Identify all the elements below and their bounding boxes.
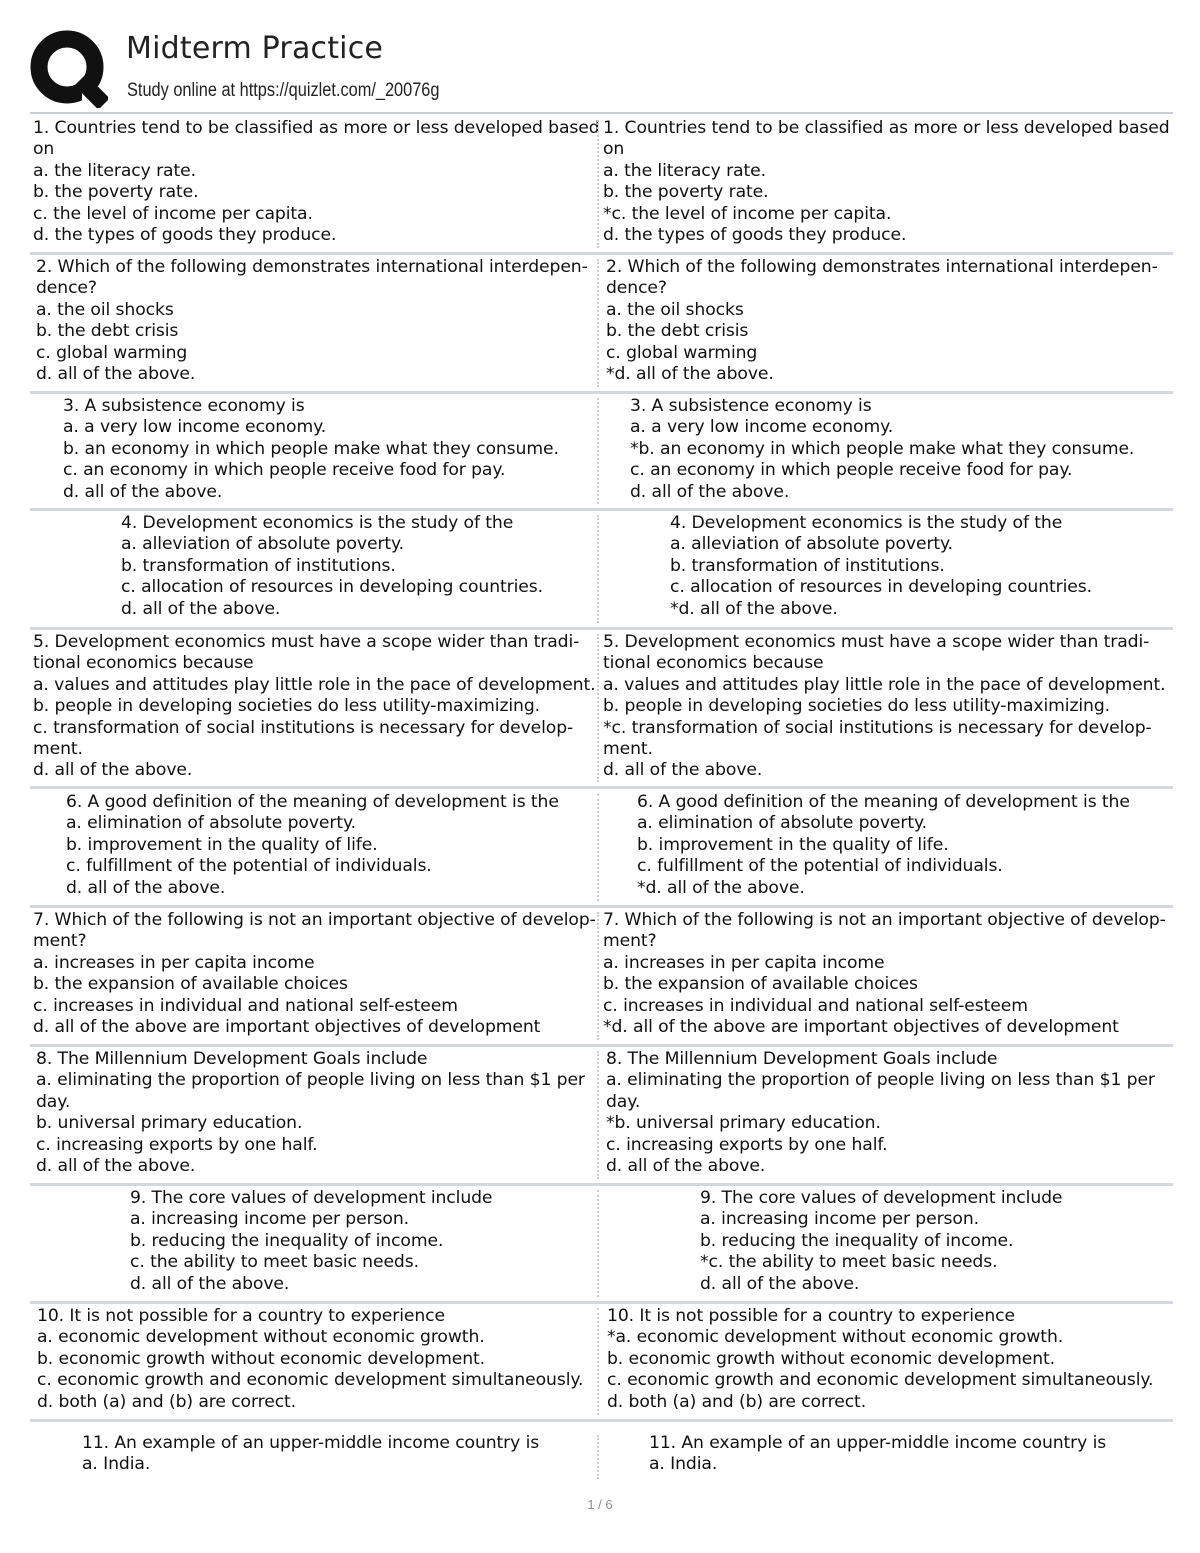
answer-option: c. increases in individual and national self-esteem xyxy=(603,995,1028,1016)
question-stem: 7. Which of the following is not an important objective of develop- xyxy=(603,910,1166,930)
answer-option: *b. universal primary education. xyxy=(606,1113,881,1134)
answer-option: d. all of the above. xyxy=(36,364,196,385)
answer-option: d. the types of goods they produce. xyxy=(33,225,337,246)
answer-option: a. increases in per capita income xyxy=(603,952,885,973)
answer-option: c. increasing exports by one half. xyxy=(36,1134,318,1155)
answer-option: b. the expansion of available choices xyxy=(33,974,348,995)
answer-option: *d. all of the above. xyxy=(670,598,838,619)
question-row xyxy=(30,255,1173,394)
answer-option: d. the types of goods they produce. xyxy=(603,225,907,246)
answer-option: c. economic growth and economic development simultaneously. xyxy=(37,1370,584,1391)
column-divider xyxy=(597,1051,599,1179)
answer-option: d. all of the above. xyxy=(121,598,281,619)
column-divider xyxy=(597,259,599,387)
answer-text xyxy=(603,1431,1200,1483)
answer-option: b. the expansion of available choices xyxy=(603,974,918,995)
answer-option: d. all of the above. xyxy=(33,760,193,781)
answer-option: d. all of the above. xyxy=(700,1273,860,1294)
answer-option: b. economic growth without economic development. xyxy=(37,1348,485,1369)
answer-option: a. alleviation of absolute poverty. xyxy=(670,534,954,555)
question-text xyxy=(33,630,596,786)
answer-option: a. increases in per capita income xyxy=(33,952,315,973)
question-stem: 3. A subsistence economy is xyxy=(63,396,305,416)
answer-option: d. all of the above. xyxy=(630,481,790,502)
answer-option: d. all of the above. xyxy=(130,1273,290,1294)
answer-option: c. an economy in which people receive food for pay. xyxy=(630,460,1073,481)
answer-option: ment? xyxy=(603,931,657,952)
answer-option: c. global warming xyxy=(606,342,758,363)
answer-option: on xyxy=(33,139,55,160)
question-text xyxy=(33,116,600,252)
answer-text xyxy=(603,394,1195,508)
column-divider xyxy=(597,398,599,504)
answer-option: b. transformation of institutions. xyxy=(670,555,945,576)
column-divider xyxy=(597,1308,599,1415)
question-row xyxy=(30,1304,1173,1422)
question-row xyxy=(30,511,1173,630)
answer-option: b. transformation of institutions. xyxy=(121,555,396,576)
answer-option: b. the poverty rate. xyxy=(33,182,199,203)
answer-option: a. values and attitudes play little role in the pace of development. xyxy=(33,674,596,695)
column-divider xyxy=(597,634,599,782)
answer-option: d. both (a) and (b) are correct. xyxy=(607,1391,867,1412)
question-text xyxy=(33,394,623,508)
answer-option: c. economic growth and economic development simultaneously. xyxy=(607,1370,1154,1391)
answer-option: *a. economic development without economic growth. xyxy=(607,1327,1064,1348)
answer-option: a. elimination of absolute poverty. xyxy=(66,813,356,834)
question-stem: 11. An example of an upper-middle income country is xyxy=(82,1433,540,1453)
answer-option: a. increasing income per person. xyxy=(700,1209,979,1230)
answer-text xyxy=(603,908,1168,1044)
study-online-link[interactable]: Study online at https://quizlet.com/_20076g xyxy=(127,80,440,101)
answer-option: c. global warming xyxy=(36,342,188,363)
answer-option: *c. transformation of social institutions is necessary for develop- xyxy=(603,717,1152,738)
question-row xyxy=(30,790,1173,908)
question-stem: 8. The Millennium Development Goals include xyxy=(36,1049,428,1069)
question-stem: 1. Countries tend to be classified as more or less developed based xyxy=(33,118,600,138)
quizlet-logo-icon xyxy=(30,30,108,108)
question-stem: 7. Which of the following is not an important objective of develop- xyxy=(33,910,596,930)
answer-option: d. all of the above. xyxy=(36,1156,196,1177)
question-stem: 5. Development economics must have a scope wider than tradi- xyxy=(33,632,580,652)
answer-option: tional economics because xyxy=(603,653,824,674)
answer-option: b. universal primary education. xyxy=(36,1113,303,1134)
question-text xyxy=(33,908,596,1044)
answer-option: b. improvement in the quality of life. xyxy=(66,834,378,855)
question-text xyxy=(33,1186,690,1301)
question-row xyxy=(30,630,1173,789)
question-stem: 9. The core values of development include xyxy=(700,1188,1063,1208)
question-text xyxy=(33,1431,642,1483)
answer-option: a. the literacy rate. xyxy=(33,160,196,181)
answer-option: b. people in developing societies do less utility-maximizing. xyxy=(603,696,1111,717)
question-row xyxy=(30,394,1173,511)
answer-option: d. both (a) and (b) are correct. xyxy=(37,1391,297,1412)
answer-option: c. increases in individual and national self-esteem xyxy=(33,995,458,1016)
question-stem: 2. Which of the following demonstrates international interdepen- xyxy=(36,257,588,277)
answer-option: dence? xyxy=(36,278,97,299)
question-row xyxy=(30,1186,1173,1304)
answer-option: d. all of the above. xyxy=(603,760,763,781)
answer-option: *d. all of the above. xyxy=(637,877,805,898)
question-row xyxy=(30,1047,1173,1186)
answer-option: c. an economy in which people receive food for pay. xyxy=(63,460,506,481)
answer-option: c. allocation of resources in developing countries. xyxy=(121,577,543,598)
answer-option: ment? xyxy=(33,931,87,952)
answer-option: a. elimination of absolute poverty. xyxy=(637,813,927,834)
answer-option: a. a very low income economy. xyxy=(63,417,327,438)
answer-text xyxy=(603,1304,1172,1419)
answer-option: d. all of the above. xyxy=(606,1156,766,1177)
question-text xyxy=(33,255,596,391)
answer-option: a. the literacy rate. xyxy=(603,160,766,181)
question-stem: 11. An example of an upper-middle income country is xyxy=(649,1433,1107,1453)
answer-text xyxy=(603,630,1168,786)
answer-option: *d. all of the above are important objectives of development xyxy=(603,1017,1119,1038)
answer-option: b. an economy in which people make what they consume. xyxy=(63,438,559,459)
answer-option: a. values and attitudes play little role in the pace of development. xyxy=(603,674,1166,695)
answer-text xyxy=(603,255,1171,391)
answer-option: a. economic development without economic growth. xyxy=(37,1327,485,1348)
answer-option: c. transformation of social institutions is necessary for develop- xyxy=(33,717,574,738)
question-stem: 3. A subsistence economy is xyxy=(630,396,872,416)
answer-option: ment. xyxy=(603,739,653,760)
answer-option: c. allocation of resources in developing countries. xyxy=(670,577,1092,598)
answer-option: c. fulfillment of the potential of individuals. xyxy=(66,856,432,877)
answer-option: *c. the ability to meet basic needs. xyxy=(700,1252,998,1273)
answer-option: *d. all of the above. xyxy=(606,364,774,385)
answer-option: day. xyxy=(36,1091,71,1112)
answer-option: a. increasing income per person. xyxy=(130,1209,409,1230)
answer-option: b. the debt crisis xyxy=(606,321,749,342)
question-stem: 4. Development economics is the study of the xyxy=(670,513,1063,533)
column-divider xyxy=(597,912,599,1040)
answer-option: *b. an economy in which people make what they consume. xyxy=(630,438,1135,459)
question-stem: 1. Countries tend to be classified as more or less developed based xyxy=(603,118,1170,138)
question-text xyxy=(33,511,681,627)
column-divider xyxy=(597,120,599,248)
answer-option: a. a very low income economy. xyxy=(630,417,894,438)
question-stem: 10. It is not possible for a country to experience xyxy=(37,1306,445,1326)
answer-option: on xyxy=(603,139,625,160)
answer-text xyxy=(603,1047,1171,1183)
answer-option: c. fulfillment of the potential of individuals. xyxy=(637,856,1003,877)
column-divider xyxy=(597,515,599,623)
answer-option: a. eliminating the proportion of people living on less than $1 per xyxy=(36,1070,585,1091)
question-row xyxy=(30,908,1173,1047)
answer-option: day. xyxy=(606,1091,641,1112)
answer-option: dence? xyxy=(606,278,667,299)
question-text xyxy=(33,790,626,905)
answer-option: b. reducing the inequality of income. xyxy=(700,1230,1014,1251)
answer-option: c. increasing exports by one half. xyxy=(606,1134,888,1155)
question-stem: 5. Development economics must have a scope wider than tradi- xyxy=(603,632,1150,652)
answer-option: b. the debt crisis xyxy=(36,321,179,342)
answer-option: d. all of the above. xyxy=(63,481,223,502)
answer-option: b. the poverty rate. xyxy=(603,182,769,203)
question-text xyxy=(33,1047,596,1183)
answer-option: c. the ability to meet basic needs. xyxy=(130,1252,419,1273)
page-number: 1 / 6 xyxy=(587,1497,613,1512)
column-divider xyxy=(597,1435,599,1479)
question-row xyxy=(30,116,1173,255)
answer-option: d. all of the above. xyxy=(66,877,226,898)
question-stem: 6. A good definition of the meaning of development is the xyxy=(637,792,1130,812)
page-title: Midterm Practice xyxy=(126,31,384,66)
answer-option: a. the oil shocks xyxy=(606,299,744,320)
question-stem: 4. Development economics is the study of the xyxy=(121,513,514,533)
answer-option: a. alleviation of absolute poverty. xyxy=(121,534,405,555)
answer-text xyxy=(603,116,1168,252)
answer-option: c. the level of income per capita. xyxy=(33,203,313,224)
question-text xyxy=(33,1304,597,1419)
question-stem: 9. The core values of development include xyxy=(130,1188,493,1208)
question-stem: 10. It is not possible for a country to experience xyxy=(607,1306,1015,1326)
answer-option: a. India. xyxy=(649,1454,718,1475)
answer-option: a. eliminating the proportion of people living on less than $1 per xyxy=(606,1070,1155,1091)
question-row xyxy=(30,1431,1173,1483)
answer-option: d. all of the above are important objectives of development xyxy=(33,1017,541,1038)
answer-option: *c. the level of income per capita. xyxy=(603,203,892,224)
question-stem: 6. A good definition of the meaning of development is the xyxy=(66,792,559,812)
answer-option: b. people in developing societies do less utility-maximizing. xyxy=(33,696,541,717)
question-stem: 2. Which of the following demonstrates international interdepen- xyxy=(606,257,1158,277)
column-divider xyxy=(597,1190,599,1297)
answer-option: a. India. xyxy=(82,1454,151,1475)
answer-option: b. economic growth without economic development. xyxy=(607,1348,1055,1369)
question-stem: 8. The Millennium Development Goals include xyxy=(606,1049,998,1069)
answer-option: b. improvement in the quality of life. xyxy=(637,834,949,855)
answer-text xyxy=(603,790,1200,905)
column-divider xyxy=(597,794,599,901)
answer-option: tional economics because xyxy=(33,653,254,674)
answer-text xyxy=(603,511,1200,627)
answer-option: a. the oil shocks xyxy=(36,299,174,320)
answer-text xyxy=(603,1186,1200,1301)
answer-option: ment. xyxy=(33,739,83,760)
header-divider xyxy=(30,112,1173,114)
answer-option: b. reducing the inequality of income. xyxy=(130,1230,444,1251)
